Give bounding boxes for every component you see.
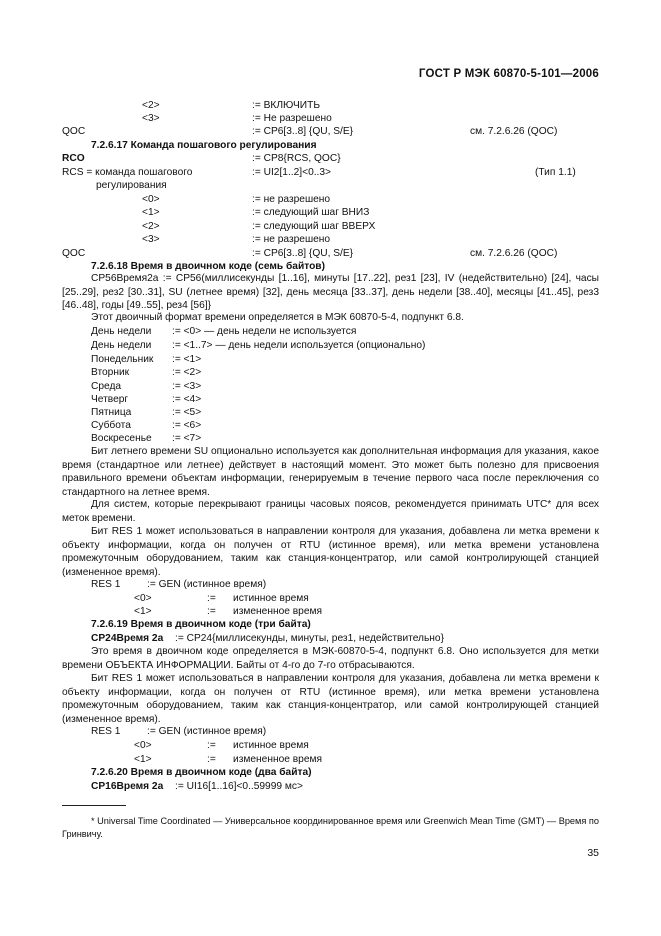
field-definition: := <0> — день недели не используется bbox=[172, 326, 357, 337]
field-name-continued: регулирования bbox=[96, 180, 167, 191]
paragraph: Бит RES 1 может использоваться в направлении контроля для указания, добавлена ли метка времени к объекту информации, когда он получен от RTU (истинное время), или метка времени установлена промежуточным оборудованием, таким как станция-концентратор, или самой контролирующей станцией (измененное время). bbox=[62, 526, 599, 578]
weekday-name: Воскресенье bbox=[91, 433, 152, 444]
enum-operator: := bbox=[207, 740, 216, 751]
field-name: RCS = команда пошагового bbox=[62, 167, 193, 178]
field-name: CP24Время 2a bbox=[91, 633, 164, 644]
enum-meaning: := следующий шаг ВНИЗ bbox=[252, 207, 370, 218]
field-name: RES 1 bbox=[91, 726, 121, 737]
weekday-value: := <7> bbox=[172, 433, 202, 444]
enum-value: <1> bbox=[142, 207, 160, 218]
enum-meaning: истинное время bbox=[233, 740, 309, 751]
section-heading: 7.2.6.19 Время в двоичном коде (три байта) bbox=[91, 619, 311, 630]
enum-meaning: := ВКЛЮЧИТЬ bbox=[252, 100, 320, 111]
field-definition: := UI2[1..2]<0..3> bbox=[252, 167, 332, 178]
cross-reference: см. 7.2.6.26 (QOC) bbox=[470, 248, 558, 259]
field-definition: := GEN (истинное время) bbox=[147, 726, 267, 737]
footnote-separator bbox=[62, 805, 126, 806]
weekday-name: Суббота bbox=[91, 420, 131, 431]
page-number: 35 bbox=[587, 847, 599, 859]
footnote: * Universal Time Coordinated — Универсальное координированное время или Greenwich Mean Time (GMT) — Время по Гринвичу. bbox=[62, 816, 599, 839]
weekday-value: := <6> bbox=[172, 420, 202, 431]
paragraph: Бит RES 1 может использоваться в направлении контроля для указания, добавлена ли метка времени к объекту информации, когда он получен от RTU (истинное время), или метка времени установлена промежуточным оборудованием, таким как станция-концентратор, или самой контролирующей станцией (измененное время). bbox=[62, 673, 599, 725]
field-definition: := <1..7> — день недели используется (опционально) bbox=[172, 340, 426, 351]
cross-reference: см. 7.2.6.26 (QOC) bbox=[470, 126, 558, 137]
field-name: CP16Время 2a bbox=[91, 781, 164, 792]
enum-meaning: измененное время bbox=[233, 606, 323, 617]
enum-meaning: := следующий шаг ВВЕРХ bbox=[252, 221, 376, 232]
weekday-name: Четверг bbox=[91, 394, 129, 405]
field-definition: := UI16[1..16]<0..59999 мс> bbox=[175, 781, 303, 792]
type-definition-paragraph: CP56Время2a := CP56(миллисекунды [1..16], минуты [17..22], рез1 [23], IV (недействительно) [24], часы [25..29], рез2 [30..31], SU (летнее время) [32], день месяца [33..37], день недели [38..40], месяцы [41..45], рез3 [46..48], годы [49..55], рез4 [56]} bbox=[62, 273, 599, 312]
paragraph: Это время в двоичном коде определяется в МЭК-60870-5-4, подпункт 6.8. Оно используется для метки времени ОБЪЕКТА ИНФОРМАЦИИ. Байты от 4-го до 7-го отбрасываются. bbox=[62, 646, 599, 671]
enum-value: <3> bbox=[142, 234, 160, 245]
weekday-value: := <2> bbox=[172, 367, 202, 378]
enum-value: <2> bbox=[142, 221, 160, 232]
enum-value: <3> bbox=[142, 113, 160, 124]
field-definition: := CP6[3..8] {QU, S/E} bbox=[252, 248, 354, 259]
enum-value: <0> bbox=[134, 593, 152, 604]
enum-meaning: измененное время bbox=[233, 754, 323, 765]
weekday-value: := <3> bbox=[172, 381, 202, 392]
type-reference: (Тип 1.1) bbox=[535, 167, 576, 178]
enum-value: <2> bbox=[142, 100, 160, 111]
field-name: День недели bbox=[91, 326, 152, 337]
enum-value: <0> bbox=[134, 740, 152, 751]
section-heading: 7.2.6.18 Время в двоичном коде (семь байтов) bbox=[91, 261, 325, 272]
weekday-name: Среда bbox=[91, 381, 122, 392]
weekday-value: := <4> bbox=[172, 394, 202, 405]
enum-meaning: := не разрешено bbox=[252, 194, 331, 205]
enum-value: <1> bbox=[134, 606, 152, 617]
enum-meaning: := Не разрешено bbox=[252, 113, 332, 124]
field-definition: := GEN (истинное время) bbox=[147, 579, 267, 590]
enum-operator: := bbox=[207, 606, 216, 617]
field-name: День недели bbox=[91, 340, 152, 351]
enum-operator: := bbox=[207, 754, 216, 765]
field-definition: := CP8{RCS, QOC} bbox=[252, 153, 341, 164]
enum-meaning: истинное время bbox=[233, 593, 309, 604]
enum-value: <0> bbox=[142, 194, 160, 205]
weekday-value: := <1> bbox=[172, 354, 202, 365]
field-name: RES 1 bbox=[91, 579, 121, 590]
section-heading: 7.2.6.17 Команда пошагового регулирования bbox=[91, 140, 317, 151]
field-name: QOC bbox=[62, 126, 86, 137]
enum-meaning: := не разрешено bbox=[252, 234, 331, 245]
field-definition: := CP24{миллисекунды, минуты, рез1, недействительно} bbox=[175, 633, 444, 644]
enum-value: <1> bbox=[134, 754, 152, 765]
paragraph: Этот двоичный формат времени определяется в МЭК 60870-5-4, подпункт 6.8. bbox=[91, 312, 464, 323]
field-name: RCO bbox=[62, 153, 85, 164]
section-heading: 7.2.6.20 Время в двоичном коде (два байта) bbox=[91, 767, 312, 778]
document-id-header: ГОСТ Р МЭК 60870-5-101—2006 bbox=[418, 68, 599, 80]
weekday-name: Вторник bbox=[91, 367, 130, 378]
weekday-value: := <5> bbox=[172, 407, 202, 418]
weekday-name: Понедельник bbox=[91, 354, 154, 365]
field-name: QOC bbox=[62, 248, 86, 259]
enum-operator: := bbox=[207, 593, 216, 604]
field-definition: := CP6[3..8] {QU, S/E} bbox=[252, 126, 354, 137]
paragraph: Бит летнего времени SU опционально используется как дополнительная информация для указания, какое время (стандартное или летнее) действует в настоящий момент. Это может быть полезно для присвоения правильного времени объектам информации, генерируемым в течение первого часа после переключения со стандартного на летнее время. bbox=[62, 446, 599, 498]
weekday-name: Пятница bbox=[91, 407, 132, 418]
paragraph: Для систем, которые перекрывают границы часовых поясов, рекомендуется принимать UTC* для всех меток времени. bbox=[62, 499, 599, 524]
